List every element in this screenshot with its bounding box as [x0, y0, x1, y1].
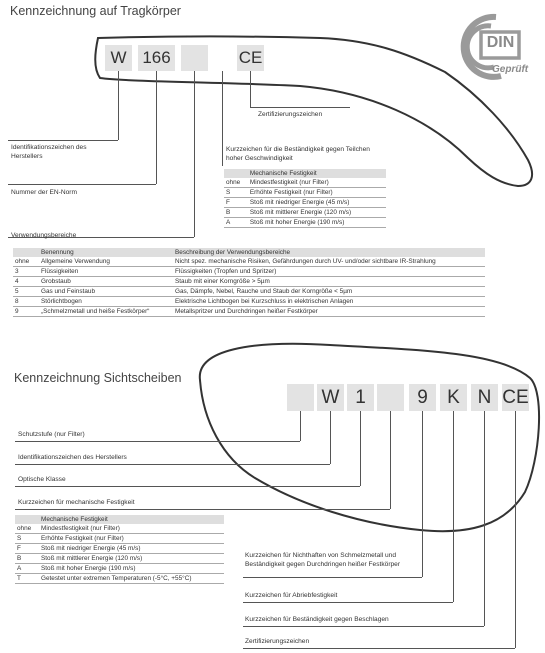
frame-mark-box: W [105, 45, 132, 71]
lens-label-molten-metal: Kurzzeichen für Nichthaften von Schmelzmetall und Beständigkeit gegen Durchdringen heißer Festkörper [245, 552, 401, 568]
lens-mark-box: CE [502, 384, 529, 411]
lens-mark-box [377, 384, 404, 411]
lens-label-abrasion: Kurzzeichen für Abriebfestigkeit [245, 592, 338, 599]
gepruft-logo-text: Geprüft [492, 64, 529, 75]
frame-title: Kennzeichnung auf Tragkörper [10, 4, 181, 18]
table-row: 8 Störlichtbogen Elektrische Lichtbogen bei Kurzschluss in elektrischen Anlagen [13, 297, 485, 307]
table-row: F Stoß mit niedriger Energie (45 m/s) [15, 544, 224, 554]
lens-mark-box: 1 [347, 384, 374, 411]
table-row: T Getestet unter extremen Temperaturen (-5°C, +55°C) [15, 574, 224, 584]
table-row: A Stoß mit hoher Energie (190 m/s) [224, 218, 386, 228]
lens-mark-box: N [471, 384, 498, 411]
table-header: Beschreibung der Verwendungsbereiche [173, 248, 485, 257]
frame-label-en-norm: Nummer der EN-Norm [11, 189, 77, 196]
frame-label-high-speed: Kurzzeichen für die Beständigkeit gegen Teilchen hoher Geschwindigkeit [226, 146, 370, 162]
table-row: S Erhöhte Festigkeit (nur Filter) [224, 188, 386, 198]
table-row: ohne Mindestfestigkeit (nur Filter) [15, 524, 224, 534]
lens-mark-box: W [317, 384, 344, 411]
lens-mark-box: 9 [409, 384, 436, 411]
lens-label-fogging: Kurzzeichen für Beständigkeit gegen Beschlagen [245, 616, 389, 623]
din-logo-text: DIN [486, 34, 515, 51]
lens-title: Kennzeichnung Sichtscheiben [14, 371, 182, 385]
table-row: 3 Flüssigkeiten Flüssigkeiten (Tropfen und Spritzer) [13, 267, 485, 277]
frame-mark-box: 166 [138, 45, 175, 71]
table-header: Mechanische Festigkeit [248, 169, 386, 178]
table-row: A Stoß mit hoher Energie (190 m/s) [15, 564, 224, 574]
frame-mark-box: CE [237, 45, 264, 71]
lens-mark-box [287, 384, 314, 411]
table-row: 9 „Schmelzmetall und heiße Festkörper“ Metallspritzer und Durchdringen heißer Festkörper [13, 307, 485, 317]
table-row: F Stoß mit niedriger Energie (45 m/s) [224, 198, 386, 208]
table-header: Benennung [39, 248, 173, 257]
lens-label-manufacturer: Identifikationszeichen des Herstellers [18, 454, 127, 461]
table-row: 5 Gas und Feinstaub Gas, Dämpfe, Nebel, Rauche und Staub der Korngröße < 5µm [13, 287, 485, 297]
lens-strength-table [15, 515, 224, 584]
lens-label-certification: Zertifizierungszeichen [245, 638, 310, 645]
lens-label-mech-strength: Kurzzeichen für mechanische Festigkeit [18, 499, 135, 506]
table-row: S Erhöhte Festigkeit (nur Filter) [15, 534, 224, 544]
table-row: ohne Allgemeine Verwendung Nicht spez. mechanische Risiken, Gefährdungen durch UV- und/oder sichtbare IR-Strahlung [13, 257, 485, 267]
lens-mark-box: K [440, 384, 467, 411]
lens-label-protection-level: Schutzstufe (nur Filter) [18, 431, 85, 438]
frame-label-manufacturer: Identifikationszeichen des Herstellers [11, 144, 87, 160]
frame-label-usage-areas: Verwendungsbereiche [11, 232, 77, 239]
table-row: B Stoß mit mittlerer Energie (120 m/s) [224, 208, 386, 218]
frame-label-certification: Zertifizierungszeichen [258, 111, 323, 118]
table-header: Mechanische Festigkeit [39, 515, 224, 524]
lens-label-optical-class: Optische Klasse [18, 476, 66, 483]
table-row: 4 Grobstaub Staub mit einer Korngröße > 5µm [13, 277, 485, 287]
table-row: B Stoß mit mittlerer Energie (120 m/s) [15, 554, 224, 564]
table-row: ohne Mindestfestigkeit (nur Filter) [224, 178, 386, 188]
